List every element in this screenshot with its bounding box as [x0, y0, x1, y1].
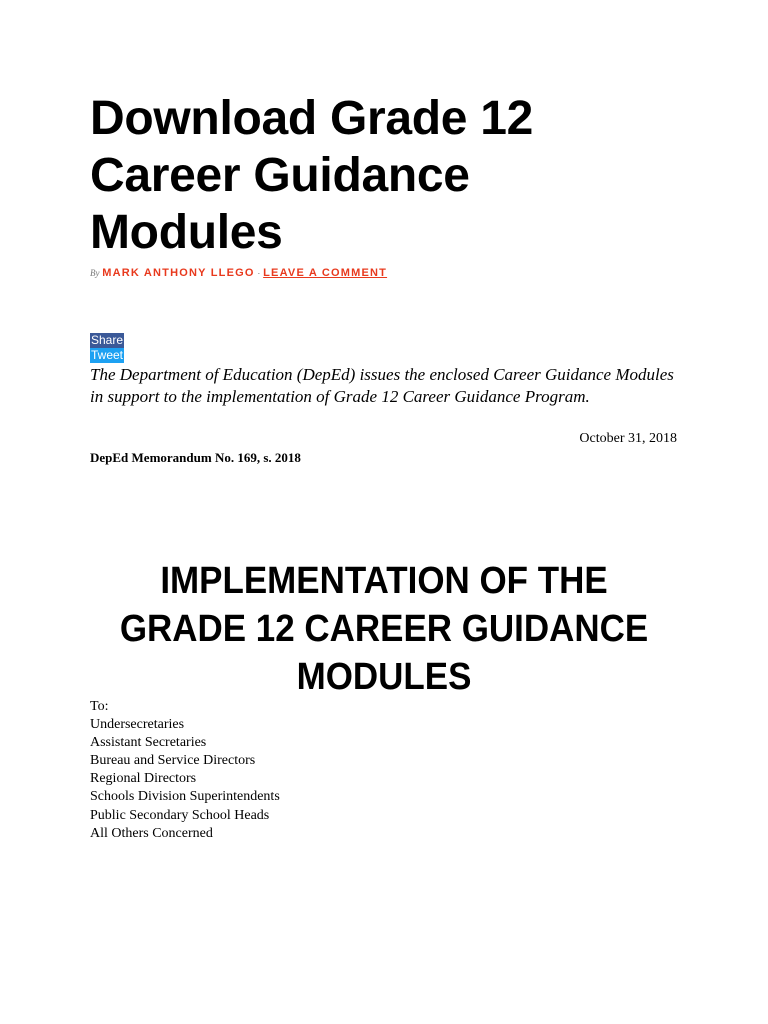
recipient-item: Undersecretaries: [90, 717, 185, 733]
recipient-list: [90, 698, 280, 843]
twitter-tweet-button[interactable]: Tweet: [91, 348, 124, 362]
memo-date: October 31, 2018: [579, 431, 677, 446]
recipient-item: Public Secondary School Heads: [90, 807, 270, 823]
author-link[interactable]: MARK ANTHONY LLEGO: [102, 267, 255, 279]
byline-by: By: [90, 268, 100, 278]
recipient-item: Schools Division Superintendents: [90, 789, 280, 805]
memo-heading: IMPLEMENTATION OF THE GRADE 12 CAREER GUIDANCE MODULES: [119, 560, 649, 698]
article-intro: The Department of Education (DepEd) issues the enclosed Career Guidance Modules in support to the implementation of Grade 12 Career Guidance Program.: [90, 365, 674, 406]
byline: [90, 266, 387, 280]
recipient-item: Regional Directors: [90, 771, 197, 787]
recipient-item: Bureau and Service Directors: [90, 753, 256, 769]
recipient-item: All Others Concerned: [90, 825, 213, 841]
article-title: Download Grade 12 Career Guidance Modules: [90, 92, 534, 259]
recipient-item: Assistant Secretaries: [90, 735, 207, 751]
facebook-share-button[interactable]: Share: [91, 333, 124, 347]
byline-separator: ·: [257, 268, 261, 278]
to-label: To:: [90, 699, 109, 714]
memo-number: DepEd Memorandum No. 169, s. 2018: [90, 450, 301, 465]
leave-comment-link[interactable]: LEAVE A COMMENT: [263, 267, 388, 279]
